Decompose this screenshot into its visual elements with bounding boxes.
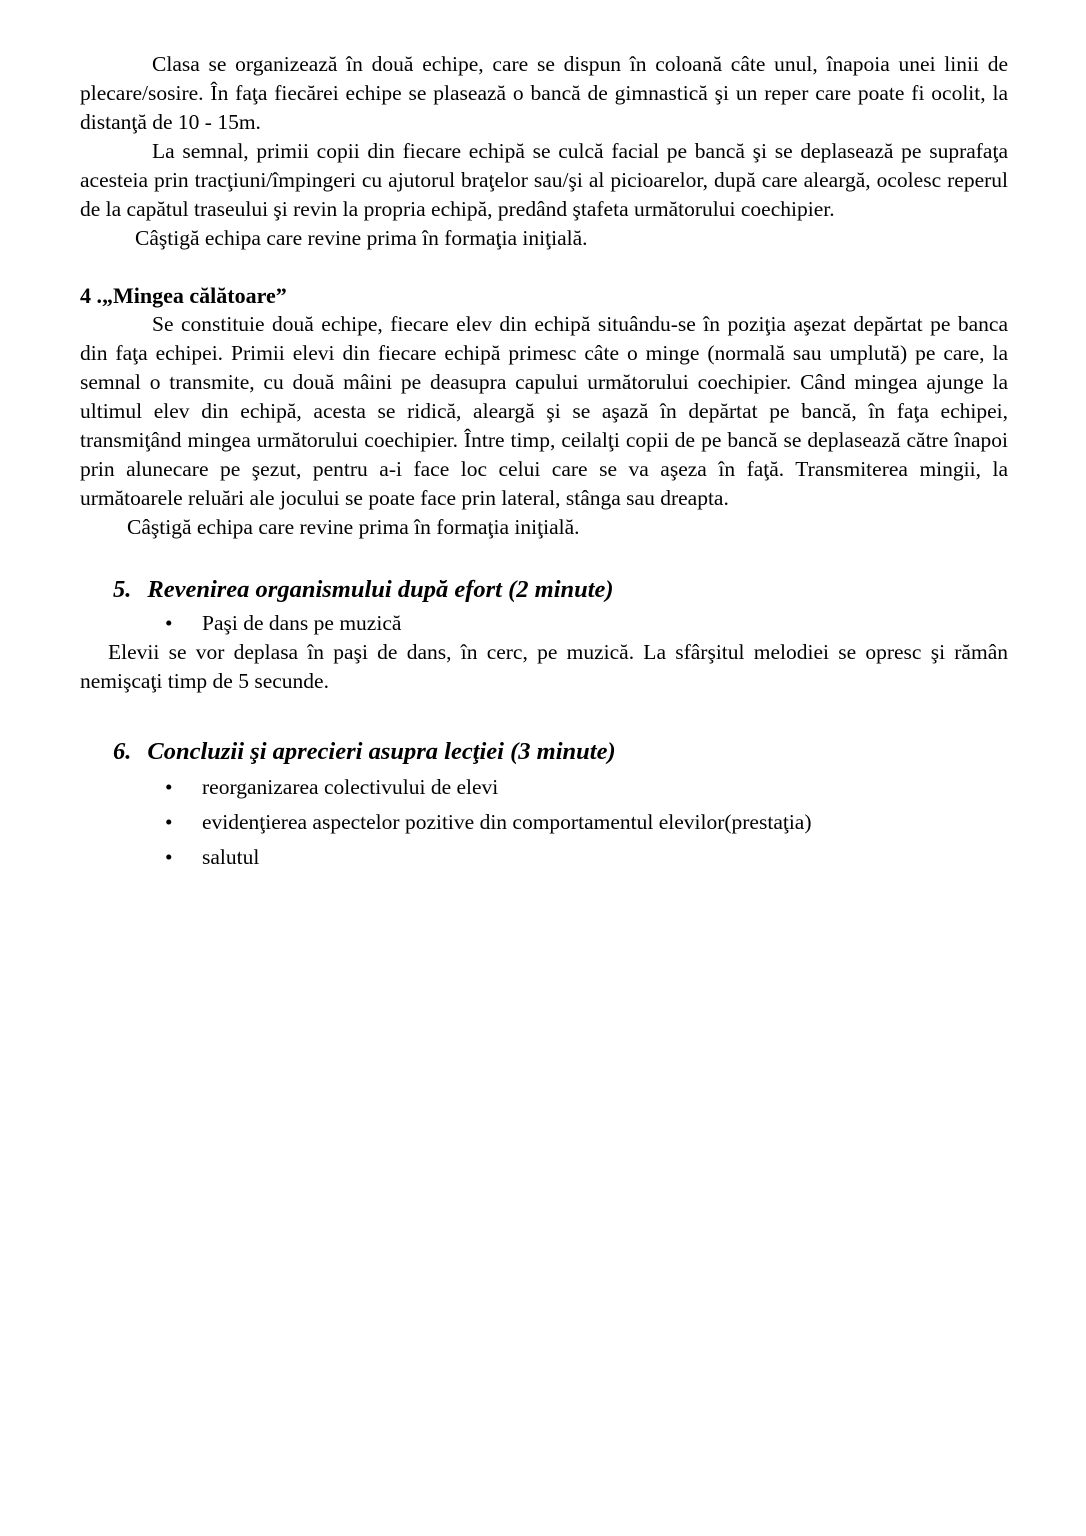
- winner-note-2: Câştigă echipa care revine prima în formaţia iniţială.: [127, 515, 580, 539]
- bullet-icon: •: [165, 810, 173, 834]
- section-5-title: Revenirea organismului după efort (2 minute): [147, 576, 614, 603]
- winner-note-1: Câştigă echipa care revine prima în formaţia iniţială.: [135, 226, 588, 250]
- section-4-paragraph: Se constituie două echipe, fiecare elev din echipă situându-se în poziţia aşezat depărtat pe banca din faţa echipei. Primii elevi din fiecare echipă primesc câte o minge (normală sau umplută) pe care, la semnal o transmite, cu două mâini pe deasupra capului următorului coechipier. Când mingea ajunge la ultimul elev din echipă, acesta se ridică, aleargă şi se aşază în depărtat pe bancă, în faţa echipei, transmiţând mingea următorului coechipier. Între timp, ceilalţi copii de pe bancă se deplasează către înapoi prin alunecare pe şezut, pentru a-i face loc celui care se va aşeza în faţă. Transmiterea mingii, la următoarele reluări ale jocului se poate face prin lateral, stânga sau dreapta.: [80, 312, 1008, 510]
- bullet-icon: •: [165, 845, 173, 869]
- section-6-heading: [113, 736, 1008, 768]
- list-item: [163, 805, 1008, 840]
- list-item: [163, 608, 1008, 638]
- bullet-text: reorganizarea colectivului de elevi: [202, 775, 499, 799]
- section-4-heading: 4 .„Mingea călătoare”: [80, 283, 287, 308]
- section-6-number: 6.: [113, 738, 132, 765]
- section-6-bullet-list: [80, 770, 1008, 875]
- list-item: [163, 840, 1008, 875]
- bullet-text: Paşi de dans pe muzică: [202, 611, 402, 635]
- bullet-text: salutul: [202, 845, 260, 869]
- bullet-icon: •: [165, 775, 173, 799]
- section-5-paragraph: Elevii se vor deplasa în paşi de dans, în cerc, pe muzică. La sfârşitul melodiei se opresc şi rămân nemişcaţi timp de 5 secunde.: [80, 640, 1008, 693]
- bullet-text: evidenţierea aspectelor pozitive din comportamentul elevilor(prestaţia): [202, 810, 812, 834]
- paragraph-relay-rules: La semnal, primii copii din fiecare echipă se culcă facial pe bancă şi se deplasează pe suprafaţa acesteia prin tracţiuni/împingeri cu ajutorul braţelor sau/şi al picioarelor, după care aleargă, ocolesc reperul de la capătul traseului şi revin la propria echipă, predând ştafeta următorului coechipier.: [80, 139, 1008, 221]
- section-5-number: 5.: [113, 576, 132, 603]
- list-item: [163, 770, 1008, 805]
- section-5-heading: [113, 574, 1008, 606]
- paragraph-class-organization: Clasa se organizează în două echipe, care se dispun în coloană câte unul, înapoia unei linii de plecare/sosire. În faţa fiecărei echipe se plasează o bancă de gimnastică şi un reper care poate fi ocolit, la distanţă de 10 - 15m.: [80, 52, 1008, 134]
- section-6-title: Concluzii şi aprecieri asupra lecţiei (3 minute): [147, 738, 616, 765]
- bullet-icon: •: [165, 611, 173, 635]
- section-5-bullet-list: [80, 608, 1008, 638]
